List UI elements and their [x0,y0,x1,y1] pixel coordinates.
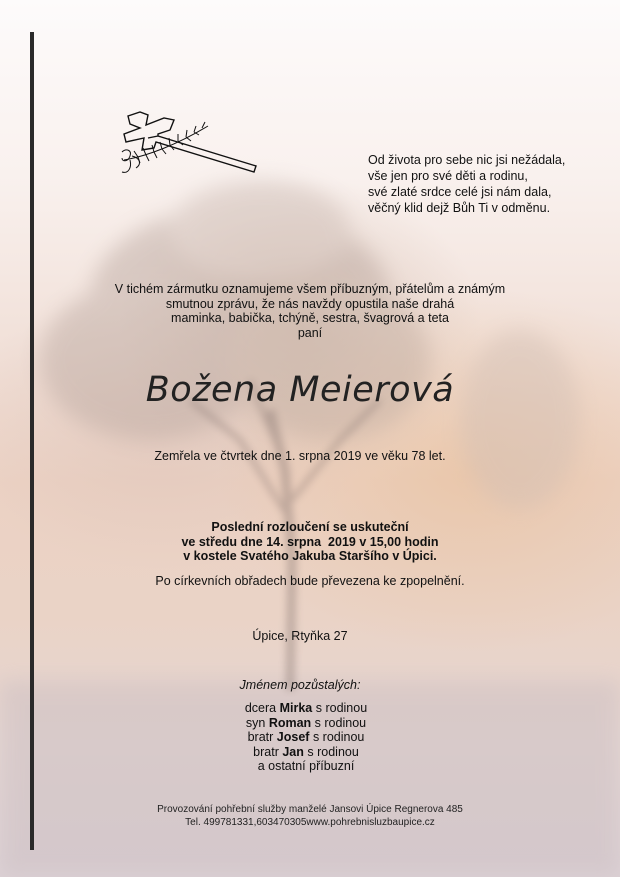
funeral-details [100,520,520,564]
poem-line: své zlaté srdce celé jsi nám dala, [368,185,552,199]
survivor-suffix: s rodinou [315,701,368,715]
survivor-relation: syn [245,715,266,730]
footer-line: Provozování pohřební služby manželé Jansovi Úpice Regnerova 485 [157,804,463,815]
announcement [60,282,560,340]
funeral-line: ve středu dne 14. srpna 2019 v 15,00 hodin [181,534,439,549]
announcement-line: paní [297,325,323,340]
announcement-line: maminka, babička, tchýně, sestra, švagrová a teta [171,311,449,325]
announcement-line: V tichém zármutku oznamujeme všem příbuzným, přátelům a známým [114,282,506,296]
survivors-heading: Jménem pozůstalých: [239,678,361,692]
survivor-name: Jan [282,744,304,759]
funeral-line: Poslední rozloučení se uskuteční [211,520,409,534]
survivor-name: Josef [276,730,310,744]
cross-with-palm-branch-icon [118,108,264,180]
survivor-relation: a ostatní příbuzní [257,759,355,773]
announcement-line: smutnou zprávu, že nás navždy opustila naše drahá [165,296,455,311]
poem-line: věčný klid dejž Bůh Ti v odměnu. [368,201,551,215]
survivor-row [200,745,412,760]
funeral-line: v kostele Svatého Jakuba Staršího v Úpici. [183,549,437,563]
poem-line: vše jen pro své děti a rodinu, [368,169,528,183]
address: Úpice, Rtyňka 27 [252,629,348,643]
poem-line: Od života pro sebe nic jsi nežádala, [368,153,566,167]
survivor-suffix: s rodinou [312,730,365,744]
survivor-relation: bratr [253,744,279,759]
survivor-relation: dcera [244,701,277,715]
poem [368,152,608,216]
cremation-note: Po církevních obřadech bude převezena ke zpopelnění. [155,574,465,588]
footer-line: Tel. 499781331,603470305www.pohrebnisluzbaupice.cz [185,817,435,828]
survivor-relation: bratr [247,730,274,744]
survivor-name: Roman [268,715,312,730]
survivor-name: Mirka [279,701,313,715]
survivor-row [200,759,412,774]
funeral-service-footer [100,803,520,829]
survivors-list [200,701,412,774]
survivor-suffix: s rodinou [307,744,359,759]
left-border-line [30,32,34,850]
survivor-row [200,730,412,745]
survivor-row [200,701,412,716]
survivor-row [200,716,412,731]
survivor-suffix: s rodinou [314,715,367,730]
death-notice: Zemřela ve čtvrtek dne 1. srpna 2019 ve věku 78 let. [154,449,446,463]
deceased-name: Božena Meierová [145,370,455,410]
